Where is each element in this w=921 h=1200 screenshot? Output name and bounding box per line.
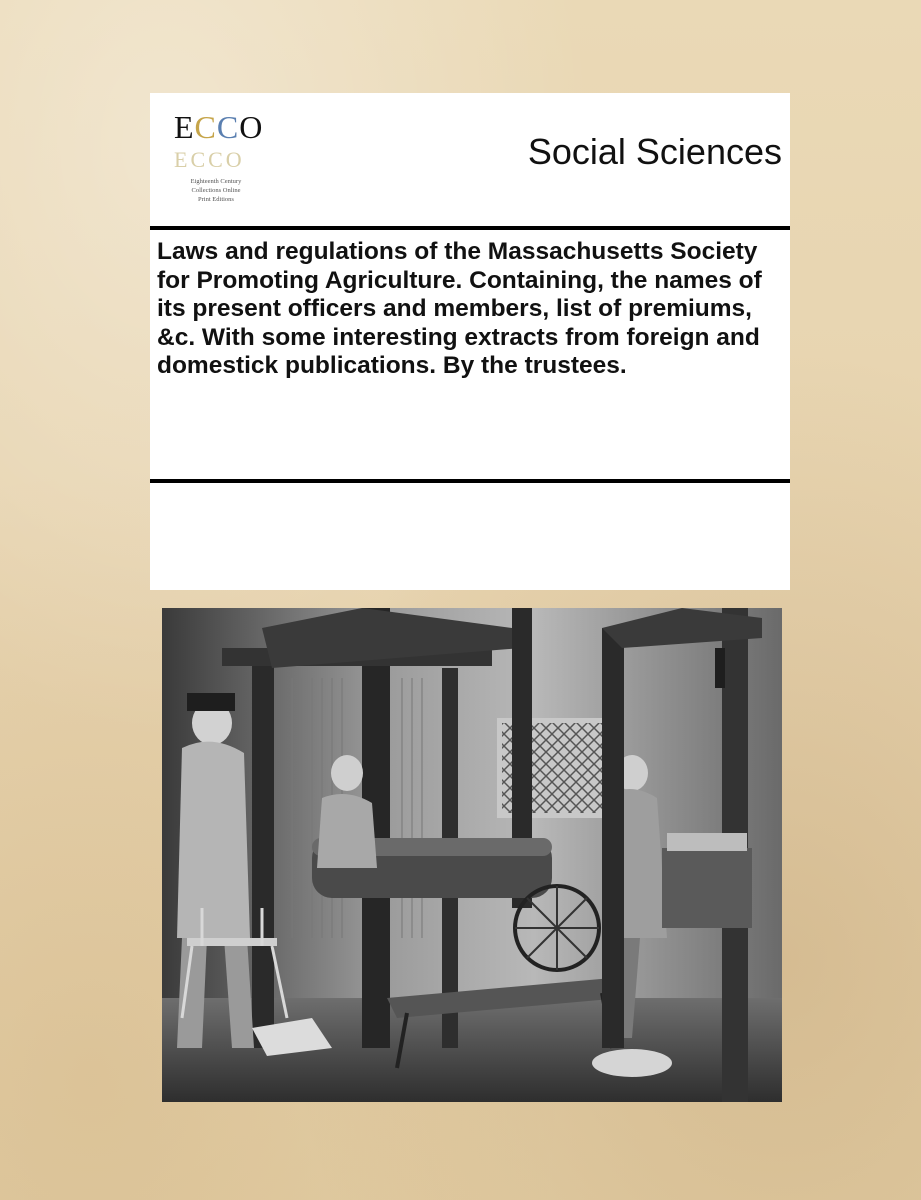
- ecco-logo: [170, 107, 264, 213]
- book-title: Laws and regulations of the Massachusetts Society for Promoting Agriculture. Containing, the names of its present officers and members, list of premiums, &c. With some interesting extracts from foreign and domestick publications. By the trustees.: [157, 238, 762, 379]
- cover-header-panel: [150, 93, 790, 590]
- bottom-rule: [150, 479, 790, 483]
- series-label: Social Sciences: [527, 131, 782, 172]
- logo-ghost-text: ECCO: [174, 147, 245, 172]
- loom-engraving-image: [162, 608, 782, 1102]
- cover-illustration: [162, 608, 782, 1102]
- logo-mark: ECCO: [174, 109, 264, 145]
- top-rule: [150, 226, 790, 230]
- logo-subtitle: Eighteenth Century Collections Online Print Editions: [190, 178, 242, 203]
